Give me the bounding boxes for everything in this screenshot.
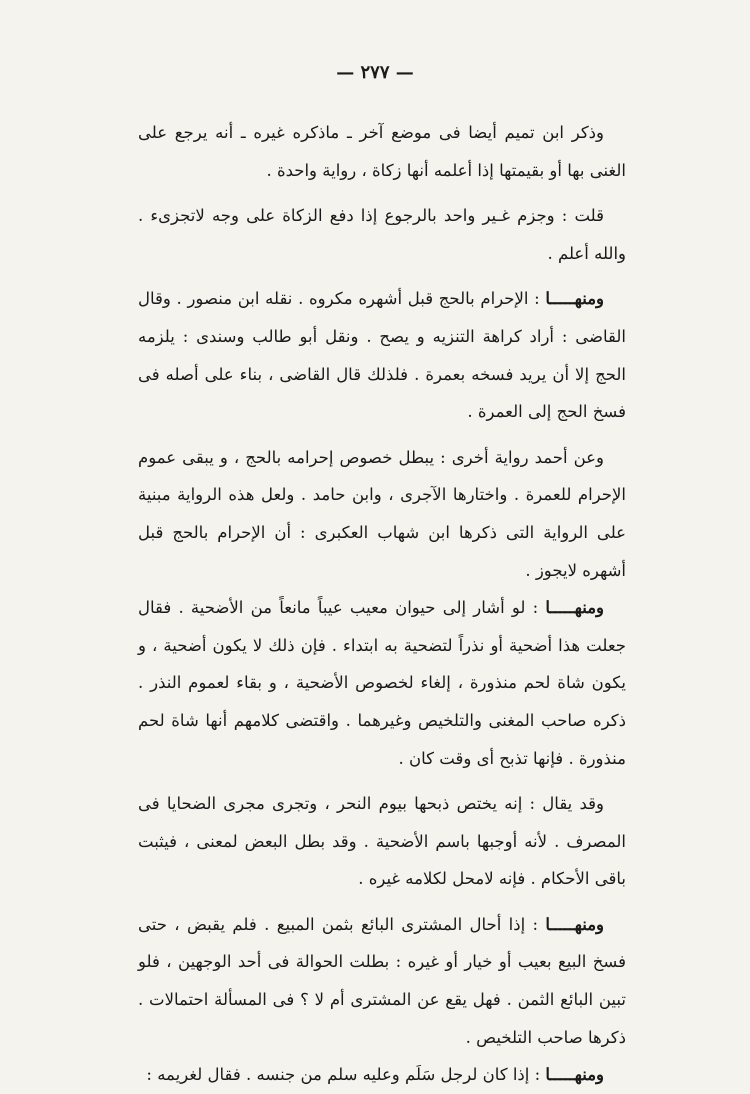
paragraph-6 [138,785,626,898]
paragraph-5 [138,589,626,777]
paragraph-1 [138,114,626,189]
paragraph-4 [138,439,626,589]
section-lead: ومنهـــــا [545,289,604,309]
paragraph-2 [138,197,626,272]
page-number: — ٢٧٧ — [336,62,414,83]
section-lead: ومنهـــــا [545,914,604,934]
section-lead: ومنهـــــا [545,1065,604,1085]
section-lead: ومنهـــــا [545,598,604,618]
paragraph-text: وذكر ابن تميم أيضا فى موضع آخر ـ ماذكره غيره ـ أنه يرجع على الغنى بها أو بقيمتها إذا أعلمه أنها زكاة ، رواية واحدة . [138,123,626,180]
paragraph-text: وعن أحمد رواية أخرى : يبطل خصوص إحرامه بالحج ، و يبقى عموم الإحرام للعمرة . واختارها الآجرى ، وابن حامد . ولعل هذه الرواية مبنية على الرواية التى ذكرها ابن شهاب العكبرى : أن الإحرام بالحج قبل أشهره لايجوز . [138,447,626,580]
paragraph-7 [138,906,626,1056]
paragraph-3 [138,280,626,430]
paragraph-text: وقد يقال : إنه يختص ذبحها بيوم النحر ، وتجرى مجرى الضحايا فى المصرف . لأنه أوجبها باسم الأضحية . وقد بطل البعض لمعنى ، فيثبت باقى الأحكام . فإنه لامحل لكلامه غيره . [138,794,626,889]
paragraph-8 [138,1056,626,1094]
paragraph-text: : إذا كان لرجل سَلَم وعليه سلم من جنسه . فقال لغريمه : [146,1065,546,1085]
paragraph-text: قلت : وجزم غـير واحد بالرجوع إذا دفع الزكاة على وجه لاتجزىء . والله أعلم . [138,206,626,263]
body-text [138,114,626,1094]
paragraph-text: : الإحرام بالحج قبل أشهره مكروه . نقله ابن منصور . وقال القاضى : أراد كراهة التنزيه و يصح . ونقل أبو طالب وسندى : يلزمه الحج إلا أن يريد فسخه بعمرة . فلذلك قال القاضى ، بناء على أصله فى فسخ الحج إلى العمرة . [138,289,626,422]
paragraph-text: : لو أشار إلى حيوان معيب عيباً مانعاً من الأضحية . فقال جعلت هذا أضحية أو نذراً لتضحية به ابتداء . فإن ذلك لا يكون أضحية ، و يكون شاة لحم منذورة ، إلغاء لخصوص الأضحية ، و بقاء لعموم النذر . ذكره صاحب المغنى والتلخيص وغيرهما . واقتضى كلامهم أنها شاة لحم منذورة . فإنها تذبح أى وقت كان . [138,598,626,768]
paragraph-text: : إذا أحال المشترى البائع بثمن المبيع . فلم يقبض ، حتى فسخ البيع بعيب أو خيار أو غيره : بطلت الحوالة فى أحد الوجهين ، فلو تبين البائع الثمن . فهل يقع عن المشترى أم لا ؟ فى المسألة احتمالات . ذكرها صاحب التلخيص . [138,914,626,1047]
